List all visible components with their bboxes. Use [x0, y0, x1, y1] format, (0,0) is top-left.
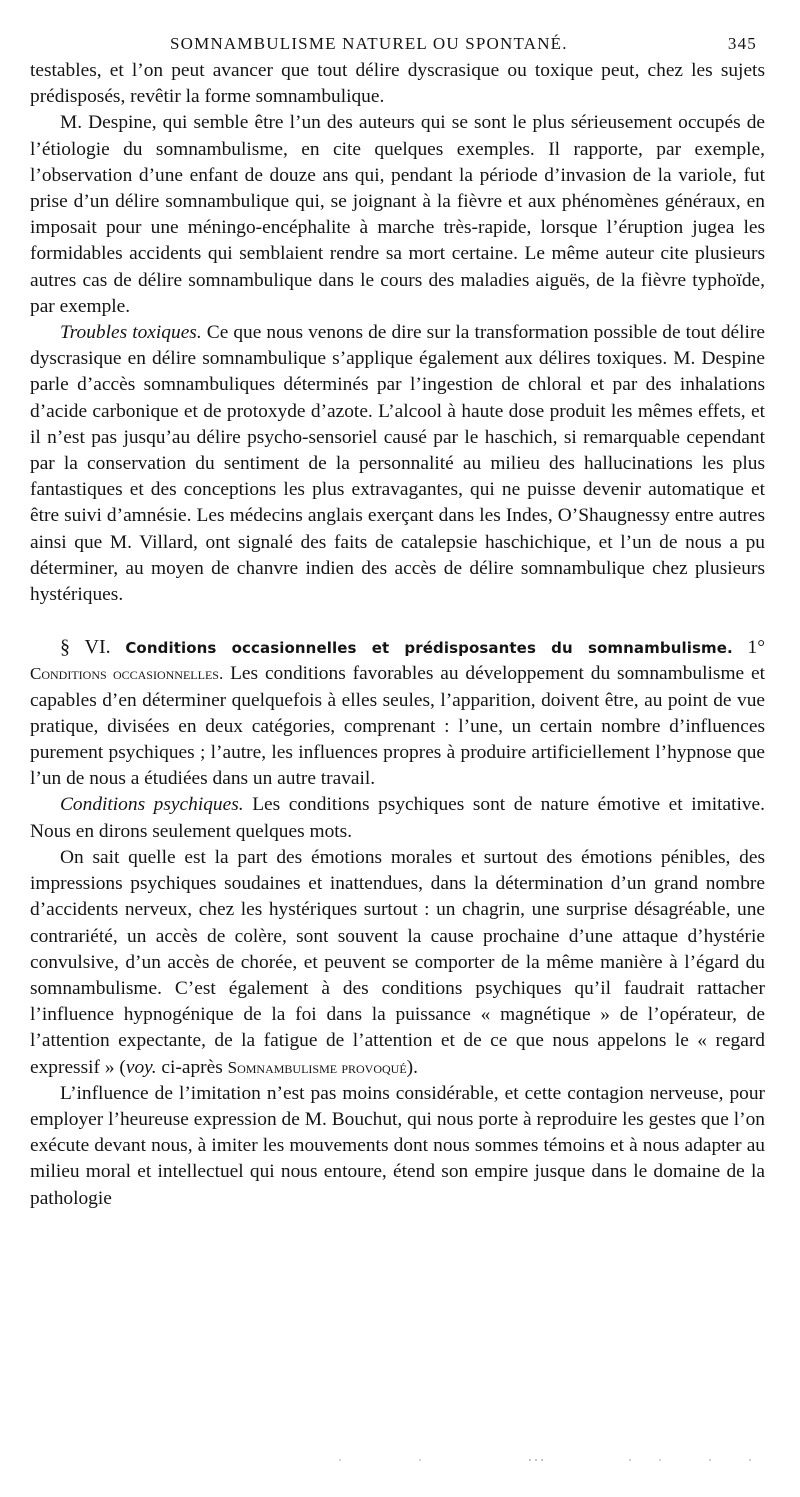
paragraph-psychic-conditions — [30, 792, 765, 844]
section-number: § VI. — [60, 636, 111, 659]
section-title: Conditions occasionnelles et prédisposantes du somnambulisme. — [125, 639, 733, 658]
subsection-number: 1° — [747, 637, 765, 659]
paragraph-emotions-text: On sait quelle est la part des émotions morales et surtout des émotions pénibles, des impressions psychiques soudaines et inattendues, dans la détermination d’un grand nombre d’accidents nerveux, chez les hystériques surtout : un chagrin, une surprise désagréable, une contrariété, un accès de colère, sont souvent la cause prochaine d’une attaque d’hystérie convulsive, d’un accès de chorée, et peuvent se comporter de la même manière à l’égard du somnambulisme. C’est également à des conditions psychiques qu’il faudrait rattacher l’influence hypnogénique de la foi dans la puissance « magnétique » de l’opérateur, de l’attention expectante, de la fatigue de l’attention et de ce que nous appelons le « regard expressif » ( — [30, 846, 765, 1078]
section-vi — [30, 634, 765, 792]
paragraph-despine: M. Despine, qui semble être l’un des auteurs qui se sont le plus sérieusement occupés de l’étiologie du somnambulisme, en cite quelques exemples. Il rapporte, par exemple, l’observation d’une enfant de douze ans qui, pendant la période d’invasion de la variole, fut prise d’un délire somnambulique qui, se joignant à la fièvre et aux phénomènes généraux, en imposait pour une méningo-encéphalite à marche très-rapide, lorsque l’éruption jugea les formidables accidents qui semblaient rendre sa mort certaine. Le même auteur cite plusieurs autres cas de délire somnambulique dans le cours des maladies aiguës, de la fièvre typhoïde, par exemple. — [30, 112, 765, 317]
run-in-heading-psychic: Conditions psychiques. — [60, 794, 244, 816]
paragraph-psychic-text: Les conditions psychiques sont de nature émotive et imitative. Nous en dirons seulement quelques mots. — [30, 794, 765, 842]
page — [30, 28, 765, 1212]
paragraph-toxic-text: Ce que nous venons de dire sur la transformation possible de tout délire dyscrasique en délire somnambulique s’applique également aux délires toxiques. M. Despine parle d’accès somnambuliques déterminés par l’ingestion de chloral et par des inhalations d’acide carbonique et de protoxyde d’azote. L’alcool à haute dose produit les mêmes effets, et il n’est pas jusqu’au délire psycho-sensoriel causé par le haschich, si remarquable cependant par la conservation du sentiment de la personnalité au milieu des hallucinations les plus fantastiques et des conceptions les plus extravagantes, qui ne puisse devenir automatique et être suivi d’amnésie. Les médecins anglais exerçant dans les Indes, O’Shaugnessy entre autres ainsi que M. Villard, ont signalé des faits de catalepsie haschichique, et l’un de nous a pu déterminer, au moyen de chanvre indien des accès de délire somnambulique chez plusieurs hystériques. — [30, 322, 766, 606]
section-text: Les conditions favorables au développement du somnambulisme et capables d’en déterminer quelquefois à elles seules, l’apparition, doivent être, au point de vue pratique, divisées en deux catégories, comprenant : l’une, un certain nombre d’influences purement psychiques ; l’autre, les influences propres à produire artificiellement l’hypnose que l’un de nous a étudiées dans un autre travail. — [30, 663, 765, 790]
cross-reference: Somnambulisme provoqué — [227, 1057, 407, 1077]
running-head — [30, 28, 765, 58]
subsection-label: Conditions occasionnelles. — [30, 664, 224, 684]
paragraph-emotions-after: ci-après — [156, 1056, 228, 1078]
scan-specks — [330, 1455, 770, 1465]
paragraph-emotions-end: ). — [406, 1056, 418, 1078]
run-in-heading-toxic: Troubles toxiques. — [60, 322, 202, 344]
paragraph-continued: testables, et l’on peut avancer que tout délire dyscrasique ou toxique peut, chez les sujets prédisposés, revêtir la forme somnambulique. — [30, 60, 765, 108]
body-text — [30, 58, 765, 1212]
paragraph-imitation: L’influence de l’imitation n’est pas moins considérable, et cette contagion nerveuse, pour employer l’heureuse expression de M. Bouchut, qui nous porte à reproduire les gestes que l’on exécute devant nous, à imiter les mouvements dont nous sommes témoins et à nous adapter au milieu moral et intellectuel qui nous entoure, étend son empire jusque dans le domaine de la pathologie — [30, 1082, 765, 1209]
page-number: 345 — [727, 34, 757, 53]
running-title: SOMNAMBULISME NATUREL OU SPONTANÉ. — [170, 34, 568, 53]
voy-abbrev: voy. — [125, 1056, 157, 1078]
paragraph-emotions — [30, 845, 765, 1081]
paragraph-toxic-troubles — [30, 320, 765, 608]
